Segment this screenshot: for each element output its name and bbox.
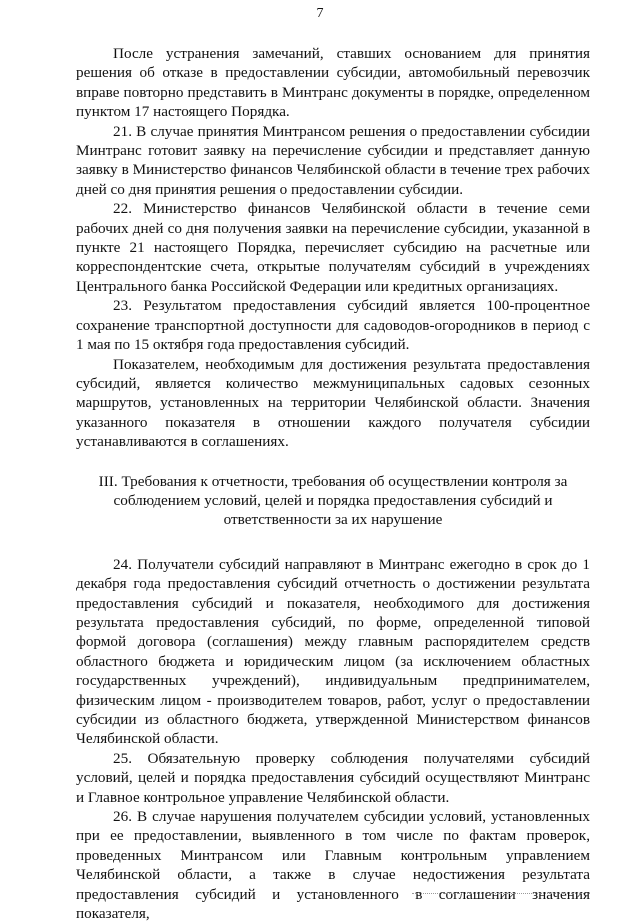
paragraph-21: 21. В случае принятия Минтрансом решения о предоставлении субсидии Минтранс готовит заявку на перечисление субсидии и представляет данную заявку в Министерство финансов Челябинской области в течение трех рабочих дней со дня принятия решения о предоставлении субсидии. xyxy=(76,122,590,198)
paragraph-23: 23. Результатом предоставления субсидий является 100-процентное сохранение транспортной доступности для садоводов-огородников в период с 1 мая по 15 октября года предоставления субсидий. xyxy=(76,297,590,354)
footer-dotted-rule xyxy=(412,893,590,894)
paragraph-26: 26. В случае нарушения получателем субсидии условий, установленных при ее предоставлении, выявленного в том числе по фактам проверок, проведенных Минтрансом или Главным контрольным управлением Челябинской области, а также в случае недостижения результата предоставления субсидий и установленного в соглашении значения показателя, xyxy=(76,808,590,923)
paragraph-indicator: Показателем, необходимым для достижения результата предоставления субсидий, является количество межмуниципальных садовых сезонных маршрутов, установленных на территории Челябинской области. Значения указанного показателя в отношении каждого получателя субсидии устанавливаются в соглашениях. xyxy=(76,355,590,451)
page-number: 7 xyxy=(316,6,324,21)
paragraph-22: 22. Министерство финансов Челябинской области в течение семи рабочих дней со дня получения заявки на перечисление субсидии, указанной в пункте 21 настоящего Порядка, перечисляет субсидию на расчетные или корреспондентские счета, открытые получателям субсидий в учреждениях Центрального банка Российской Федерации или кредитных организациях. xyxy=(76,200,590,295)
document-body xyxy=(76,44,590,923)
section-heading: III. Требования к отчетности, требования об осуществлении контроля за соблюдением условий, целей и порядка предоставления субсидий и ответственности за их нарушение xyxy=(98,472,568,529)
paragraph-24: 24. Получатели субсидий направляют в Минтранс ежегодно в срок до 1 декабря года предоставления субсидий отчетность о достижении результата предоставления субсидий и показателя, необходимого для достижения результата предоставления субсидий, по форме, определенной типовой формой договора (соглашения) между главным распорядителем средств областного бюджета и юридическим лицом (за исключением областных государственных учреждений), индивидуальным предпринимателем, физическим лицом - производителем товаров, работ, услуг о предоставлении субсидии из областного бюджета, утвержденной Министерством финансов Челябинской области. xyxy=(76,555,590,748)
paragraph-after-remarks: После устранения замечаний, ставших основанием для принятия решения об отказе в предоставлении субсидии, автомобильный перевозчик вправе повторно представить в Минтранс документы в порядке, определенном пунктом 17 настоящего Порядка. xyxy=(76,45,590,121)
paragraph-25: 25. Обязательную проверку соблюдения получателями субсидий условий, целей и порядка предоставления субсидий осуществляют Минтранс и Главное контрольное управление Челябинской области. xyxy=(76,749,590,806)
